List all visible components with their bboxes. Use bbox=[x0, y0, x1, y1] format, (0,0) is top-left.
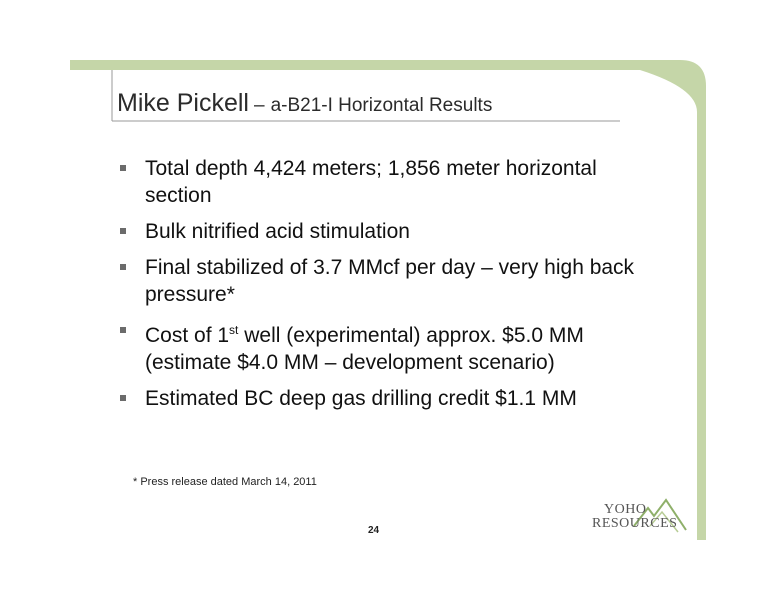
bullet-marker-icon bbox=[120, 165, 126, 171]
bullet-text-before: Cost of 1 bbox=[145, 324, 230, 347]
footnote: * Press release dated March 14, 2011 bbox=[133, 476, 317, 488]
bullet-list bbox=[118, 155, 658, 421]
company-logo bbox=[592, 496, 692, 540]
slide-title bbox=[117, 89, 492, 118]
title-name: Mike Pickell bbox=[117, 89, 249, 117]
bullet-marker-icon bbox=[120, 395, 126, 401]
page-number: 24 bbox=[368, 525, 380, 536]
bullet-item bbox=[118, 218, 658, 245]
bullet-superscript: st bbox=[229, 323, 239, 337]
logo-line1: YOHO bbox=[604, 502, 647, 517]
bullet-item bbox=[118, 385, 658, 412]
bullet-item bbox=[118, 317, 658, 376]
title-subtitle: a-B21-I Horizontal Results bbox=[270, 95, 493, 116]
title-dash: – bbox=[253, 95, 265, 116]
bullet-text-after: well (experimental) approx. $5.0 MM (estimate $4.0 MM – development scenario) bbox=[145, 324, 584, 374]
bullet-text: Final stabilized of 3.7 MMcf per day – very high back pressure* bbox=[145, 256, 635, 306]
bullet-item bbox=[118, 155, 658, 209]
bullet-marker-icon bbox=[120, 327, 126, 333]
logo-line2: RESOURCES bbox=[592, 516, 678, 531]
bullet-text: Total depth 4,424 meters; 1,856 meter horizontal section bbox=[145, 157, 597, 207]
bullet-marker-icon bbox=[120, 228, 126, 234]
bullet-item bbox=[118, 254, 658, 308]
bullet-text: Estimated BC deep gas drilling credit $1.1 MM bbox=[145, 387, 577, 410]
bullet-marker-icon bbox=[120, 264, 126, 270]
bullet-text: Bulk nitrified acid stimulation bbox=[145, 220, 410, 243]
